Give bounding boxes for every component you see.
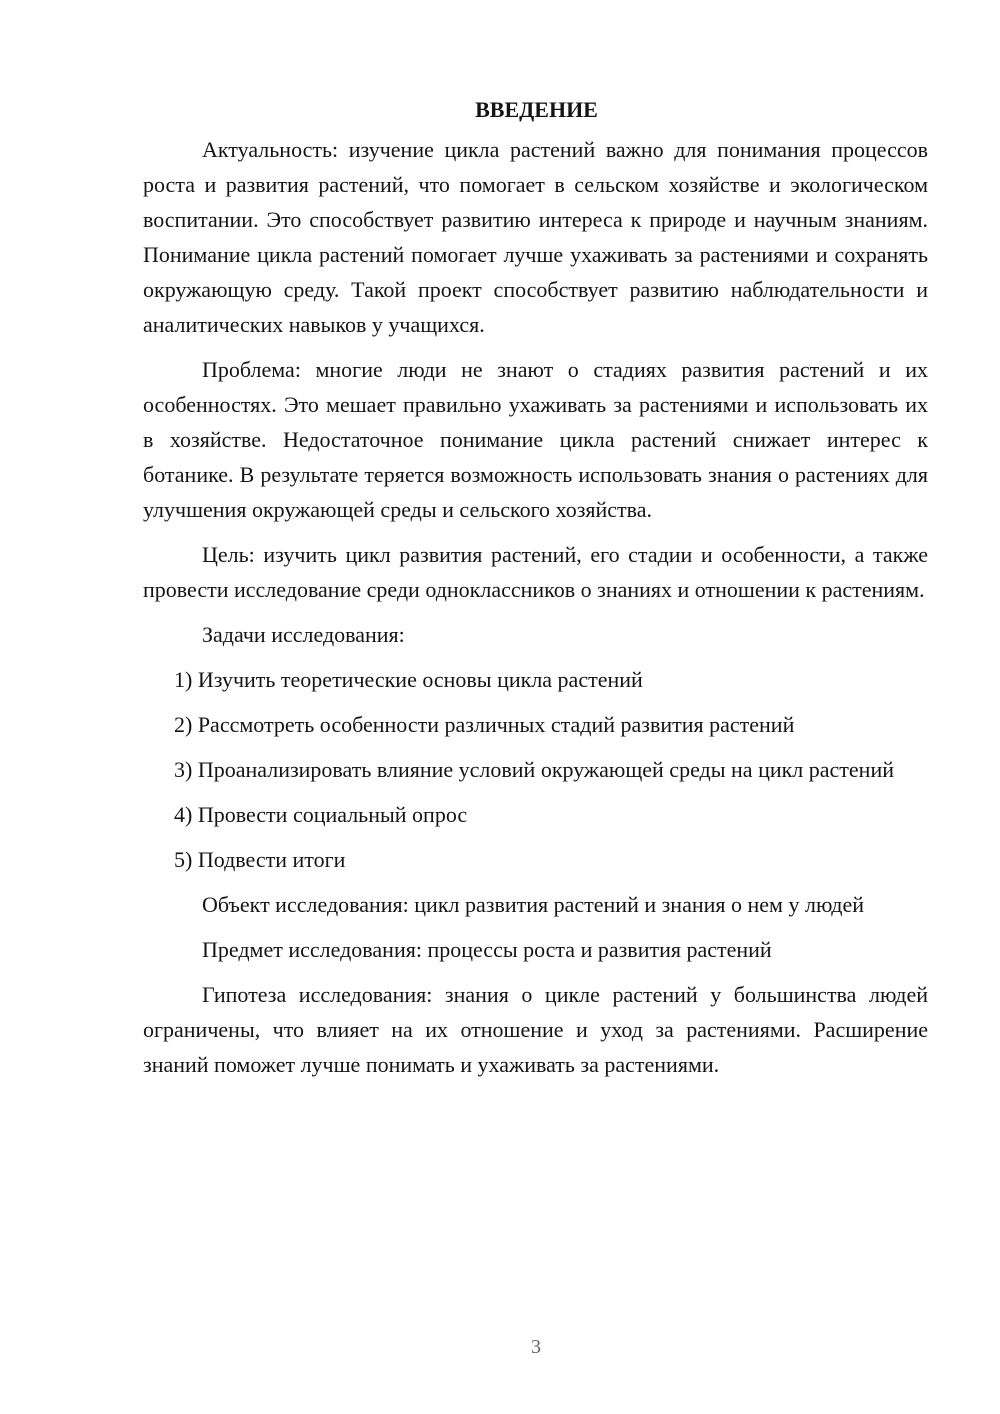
document-page [143,92,928,1082]
relevance-paragraph: Актуальность: изучение цикла растений важно для понимания процессов роста и развития растений, что помогает в сельском хозяйстве и экологическом воспитании. Это способствует развитию интереса к природе и научным знаниям. Понимание цикла растений помогает лучше ухаживать за растениями и сохранять окружающую среду. Такой проект способствует развитию наблюдательности и аналитических навыков у учащихся. [143,137,928,337]
goal-paragraph: Цель: изучить цикл развития растений, его стадии и особенности, а также провести исследование среди одноклассников о знаниях и отношении к растениям. [143,542,928,602]
page-number: 3 [531,1336,541,1358]
subject-paragraph: Предмет исследования: процессы роста и развития растений [202,937,772,962]
problem-paragraph: Проблема: многие люди не знают о стадиях развития растений и их особенностях. Это мешает правильно ухаживать за растениями и использовать их в хозяйстве. Недостаточное понимание цикла растений снижает интерес к ботанике. В результате теряется возможность использовать знания о растениях для улучшения окружающей среды и сельского хозяйства. [143,357,928,522]
tasks-heading: Задачи исследования: [202,622,405,647]
object-paragraph: Объект исследования: цикл развития растений и знания о нем у людей [202,892,864,917]
section-title: ВВЕДЕНИЕ [475,97,598,122]
hypothesis-paragraph: Гипотеза исследования: знания о цикле растений у большинства людей ограничены, что влияет на их отношение и уход за растениями. Расширение знаний поможет лучше понимать и ухаживать за растениями. [143,982,928,1077]
task-item-3: 3) Проанализировать влияние условий окружающей среды на цикл растений [174,757,895,782]
task-item-1: 1) Изучить теоретические основы цикла растений [174,667,643,692]
task-item-4: 4) Провести социальный опрос [174,802,468,827]
task-item-2: 2) Рассмотреть особенности различных стадий развития растений [174,712,795,737]
task-item-5: 5) Подвести итоги [174,847,346,872]
